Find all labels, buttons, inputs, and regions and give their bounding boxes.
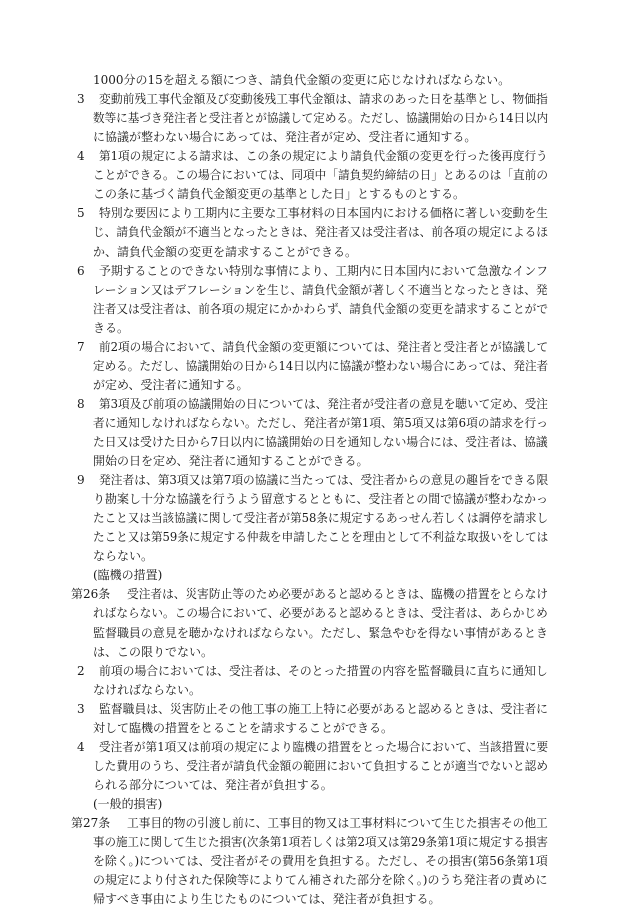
text-line (0, 586, 630, 602)
line-text: り勘案し十分な協議を行うよう留意するとともに、受注者との間で協議が整わなかっ (93, 492, 549, 507)
line-text: 1000分の15を超える額につき、請負代金額の変更に応じなければならない。 (93, 73, 511, 87)
line-text: の規定により付された保険等によりてん補された部分を除く。)のうち発注者の責めに (93, 873, 548, 888)
text-line (0, 853, 630, 869)
text-line (0, 263, 630, 279)
line-text: 第1項の規定による請求は、この条の規定により請負代金額の変更を行った後再度行う (99, 149, 548, 164)
line-text: 受注者は、災害防止等のため必要があると認めるときは、臨機の措置をとらなけ (127, 587, 548, 602)
line-text: 者に通知しなければならない。ただし、発注者が第1項、第5項又は第6項の請求を行っ (93, 415, 548, 430)
text-line (0, 186, 630, 202)
line-text: 事の施工に関して生じた損害(次条第1項若しくは第2項又は第29条第1項に規定する損害 (93, 835, 548, 849)
line-text: 前項の場合においては、受注者は、そのとった措置の内容を監督職員に直ちに通知し (99, 663, 548, 678)
line-text: 監督職員の意見を聴かなければならない。ただし、緊急やむを得ない事情があるとき (93, 625, 549, 640)
text-line (0, 758, 630, 774)
text-line (0, 358, 630, 374)
line-text: 工事目的物の引渡し前に、工事目的物又は工事材料について生じた損害その他工 (127, 816, 548, 830)
line-text: (一般的損害) (93, 796, 163, 811)
paragraph-number: 2 (77, 663, 85, 678)
text-line (0, 625, 630, 641)
line-text: 変動前残工事代金額及び変動後残工事代金額は、請求のあった日を基準とし、物価指 (99, 92, 548, 106)
text-line (0, 167, 630, 183)
line-text: たこと又は第59条に規定する仲裁を申請したことを理由として不利益な取扱いをしては (93, 530, 549, 545)
text-line (0, 415, 630, 431)
line-text: か、請負代金額の変更を請求することができる。 (93, 244, 358, 259)
line-text: なければならない。 (93, 682, 202, 697)
text-line (0, 224, 630, 240)
line-text: 前2項の場合において、請負代金額の変更額については、発注者と受注者とが協議して (99, 339, 549, 354)
text-line (0, 796, 630, 812)
line-text: 第3項及び前項の協議開始の日については、発注者が受注者の意見を聴いて定め、受注 (99, 396, 548, 411)
line-text: 予期することのできない特別な事情により、工期内に日本国内において急激なインフ (99, 263, 548, 278)
line-text: 数等に基づき発注者と受注者とが協議して定める。ただし、協議開始の日から14日以内 (93, 111, 549, 126)
text-line (0, 872, 630, 888)
text-line (0, 148, 630, 164)
line-text: じ、請負代金額が不適当となったときは、発注者又は受注者は、前各項の規定によるほ (93, 225, 549, 240)
paragraph-number: 9 (77, 473, 85, 488)
line-text: は、この限りでない。 (93, 644, 214, 659)
text-line (0, 396, 630, 412)
line-text: ならない。 (93, 549, 154, 564)
text-line (0, 453, 630, 469)
text-line (0, 320, 630, 336)
line-text: レーション又はデフレーションを生じ、請負代金額が著しく不適当となったときは、発 (93, 282, 548, 297)
text-line (0, 339, 630, 355)
paragraph-number: 3 (77, 92, 85, 106)
text-line (0, 739, 630, 755)
text-line (0, 529, 630, 545)
line-text: 対して臨機の措置をとることを請求することができる。 (93, 720, 394, 735)
text-line (0, 548, 630, 564)
text-line (0, 72, 630, 88)
text-line (0, 777, 630, 793)
text-line (0, 510, 630, 526)
line-text: 発注者は、第3項又は第7項の協議に当たっては、受注者からの意見の趣旨をできる限 (99, 473, 549, 488)
line-text: 定める。ただし、協議開始の日から14日以内に協議が整わない場合にあっては、発注者 (93, 358, 549, 373)
text-line (0, 205, 630, 221)
text-line (0, 701, 630, 717)
text-line (0, 682, 630, 698)
line-text: きる。 (93, 320, 130, 335)
text-line (0, 282, 630, 298)
text-line (0, 605, 630, 621)
text-line (0, 377, 630, 393)
text-line (0, 244, 630, 260)
line-text: たこと又は当該協議に関して受注者が第58条に規定するあっせん若しくは調停を請求し (93, 511, 549, 526)
line-text: に協議が整わない場合にあっては、発注者が定め、受注者に通知する。 (93, 130, 477, 145)
line-text: 特別な要因により工期内に主要な工事材料の日本国内における価格に著しい変動を生 (99, 206, 548, 221)
paragraph-number: 7 (77, 339, 85, 354)
line-text: ことができる。この場合においては、同項中「請負契約締結の日」とあるのは「直前の (93, 168, 549, 183)
line-text: この条に基づく請負代金額変更の基準とした日」とするものとする。 (93, 187, 466, 202)
text-line (0, 720, 630, 736)
article-heading: 第27条 (71, 816, 111, 830)
paragraph-number: 3 (77, 701, 85, 716)
paragraph-number: 4 (77, 149, 85, 164)
text-line (0, 91, 630, 107)
text-line (0, 110, 630, 126)
line-text: られる部分については、発注者が負担する。 (93, 777, 333, 792)
paragraph-number: 5 (77, 206, 85, 221)
paragraph-number: 6 (77, 263, 85, 278)
line-text: (臨機の措置) (93, 568, 163, 583)
text-line (0, 129, 630, 145)
line-text: 監督職員は、災害防止その他工事の施工上特に必要があると認めるときは、受注者に (99, 701, 548, 716)
text-line (0, 644, 630, 660)
text-line (0, 663, 630, 679)
line-text: を除く。)については、受注者がその費用を負担する。ただし、その損害(第56条第1項 (93, 854, 548, 869)
line-text: 帰すべき事由により生じたものについては、発注者が負担する。 (93, 892, 441, 907)
line-text: した費用のうち、受注者が請負代金額の範囲において負担することが適当でないと認め (93, 758, 549, 773)
line-text: が定め、受注者に通知する。 (93, 377, 249, 392)
text-line (0, 567, 630, 583)
text-line (0, 834, 630, 850)
line-text: 注者又は受注者は、前各項の規定にかかわらず、請負代金額の変更を請求することがで (93, 301, 549, 316)
text-line (0, 891, 630, 907)
article-heading: 第26条 (71, 587, 111, 602)
text-line (0, 815, 630, 831)
text-line (0, 301, 630, 317)
text-line (0, 491, 630, 507)
paragraph-number: 8 (77, 396, 85, 411)
line-text: 受注者が第1項又は前項の規定により臨機の措置をとった場合において、当該措置に要 (99, 739, 549, 754)
text-line (0, 434, 630, 450)
text-line (0, 472, 630, 488)
line-text: ればならない。この場合において、必要があると認めるときは、受注者は、あらかじめ (93, 606, 548, 621)
line-text: た日又は受けた日から7日以内に協議開始の日を通知しない場合には、受注者は、協議 (93, 434, 548, 449)
line-text: 開始の日を定め、発注者に通知することができる。 (93, 454, 369, 468)
paragraph-number: 4 (77, 739, 85, 754)
